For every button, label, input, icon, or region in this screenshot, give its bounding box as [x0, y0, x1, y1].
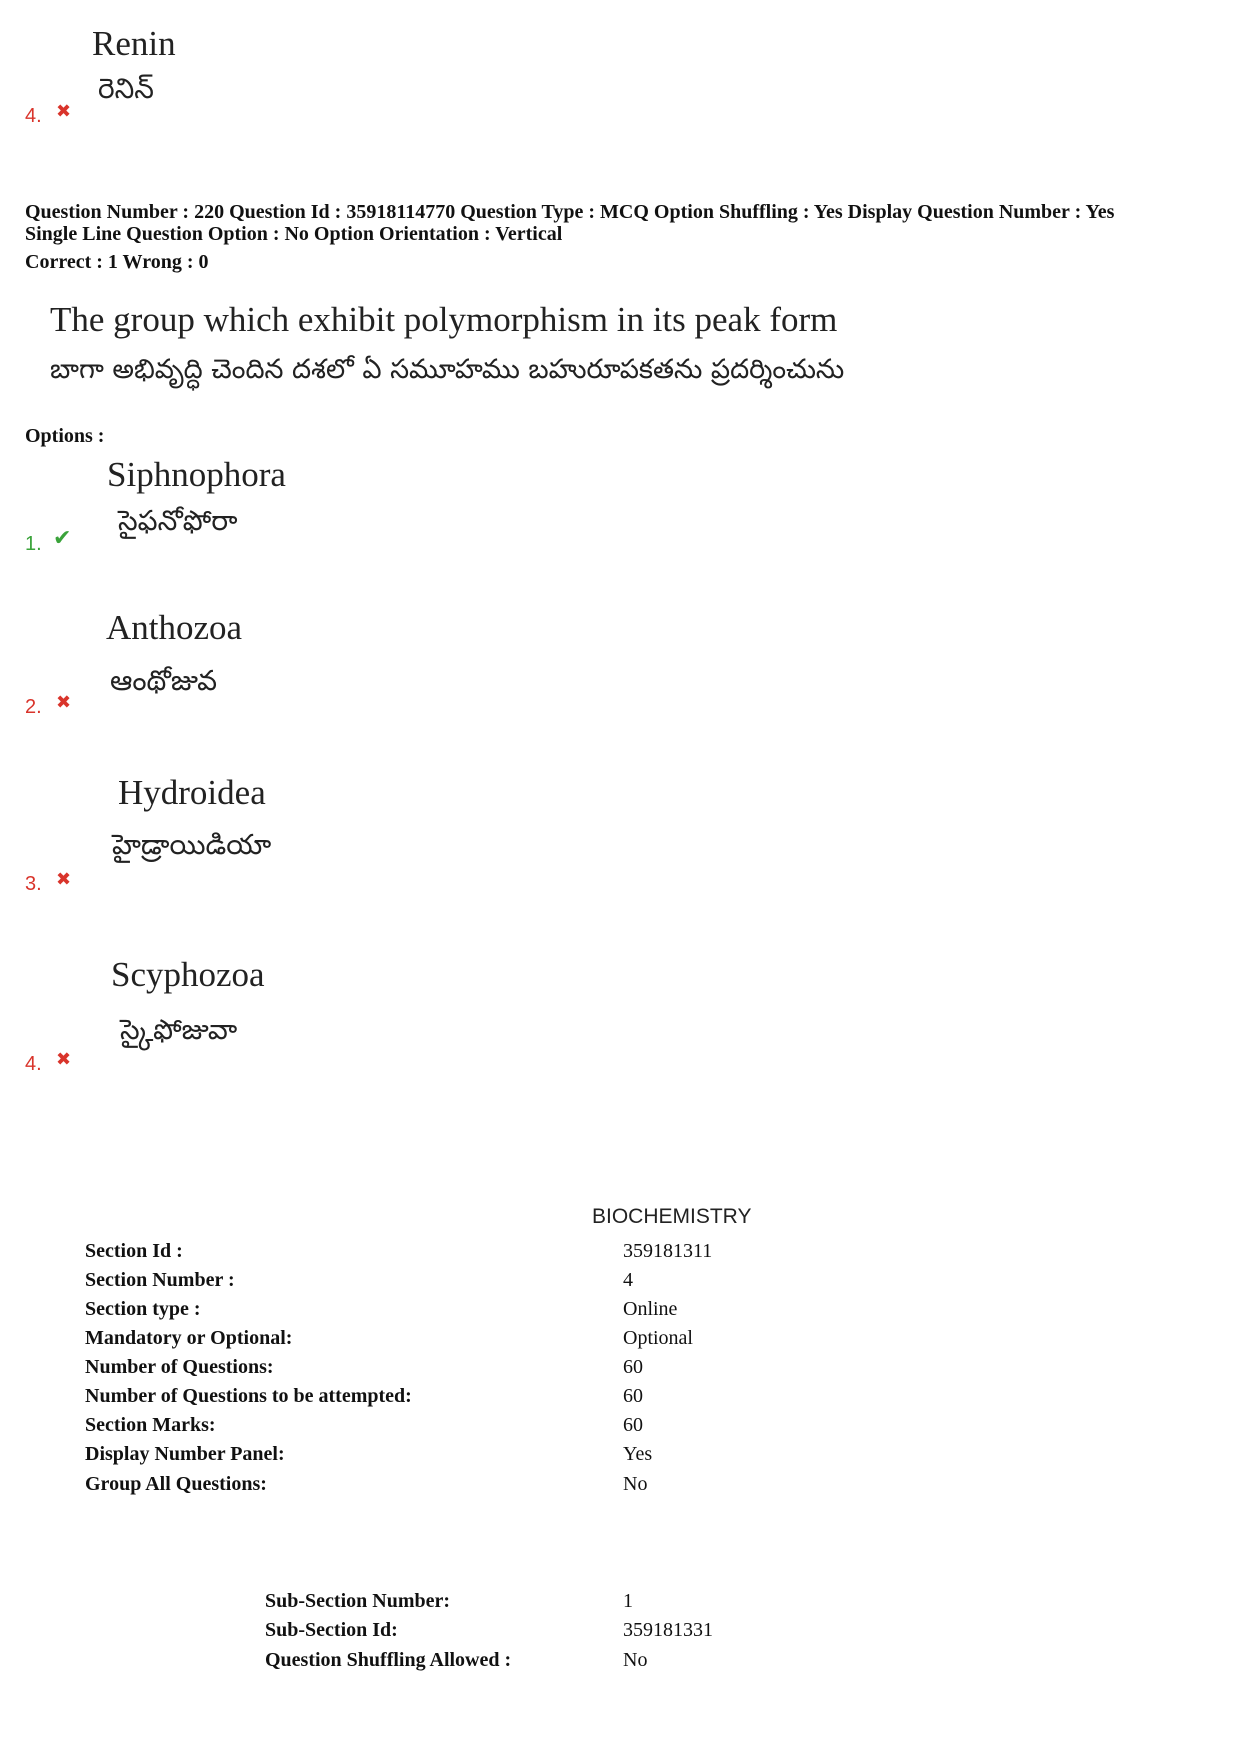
option-number: 2. [25, 696, 42, 718]
question-meta-line1: Question Number : 220 Question Id : 35918114770 Question Type : MCQ Option Shuffling : Yes Display Question Number : Yes [25, 201, 1115, 223]
prev-option-telugu: రెనిన్ [98, 72, 154, 105]
cross-icon: ✖ [56, 1049, 72, 1070]
option-number: 3. [25, 873, 42, 895]
cross-icon: ✖ [56, 869, 72, 890]
option-english: Hydroidea [118, 773, 266, 812]
option-english: Scyphozoa [111, 955, 265, 994]
question-meta-line2: Single Line Question Option : No Option Orientation : Vertical [25, 223, 563, 245]
subsection-row-label: Question Shuffling Allowed : [265, 1649, 512, 1671]
subsection-row-label: Sub-Section Id: [265, 1619, 398, 1641]
cross-icon: ✖ [56, 101, 72, 122]
section-row-label: Number of Questions to be attempted: [85, 1385, 412, 1407]
section-row-value: 359181311 [623, 1240, 713, 1262]
section-row-value: 60 [623, 1414, 643, 1436]
question-text-telugu: బాగా అభివృద్ధి చెందిన దశలో ఏ సమూహము బహురూపకతను ప్రదర్శించును [50, 354, 845, 385]
question-text-english: The group which exhibit polymorphism in its peak form [50, 300, 838, 339]
check-icon: ✔ [53, 526, 72, 551]
option-number: 4. [25, 1053, 42, 1075]
option-number: 1. [25, 533, 42, 555]
section-row-value: Online [623, 1298, 678, 1320]
prev-option-number: 4. [25, 105, 42, 127]
subsection-row-value: 359181331 [623, 1619, 713, 1641]
section-row-label: Section type : [85, 1298, 201, 1320]
cross-icon: ✖ [56, 692, 72, 713]
option-telugu: ఆంథోజువ [110, 664, 218, 697]
subsection-row-label: Sub-Section Number: [265, 1590, 451, 1612]
section-row-label: Display Number Panel: [85, 1443, 285, 1465]
options-label: Options : [25, 425, 105, 447]
section-row-value: 60 [623, 1356, 643, 1378]
option-telugu: స్కైఫోజువా [120, 1013, 238, 1046]
question-meta-line3: Correct : 1 Wrong : 0 [25, 251, 209, 273]
section-row-value: 60 [623, 1385, 643, 1407]
section-row-label: Section Marks: [85, 1414, 216, 1436]
section-row-value: Yes [623, 1443, 653, 1465]
subsection-row-value: No [623, 1649, 648, 1671]
section-row-label: Mandatory or Optional: [85, 1327, 293, 1349]
option-telugu: హైడ్రాయిడియా [112, 828, 272, 861]
section-row-value: No [623, 1473, 648, 1495]
section-row-label: Section Id : [85, 1240, 183, 1262]
section-title: BIOCHEMISTRY [592, 1205, 752, 1228]
option-telugu: సైఫనోఫోరా [118, 504, 238, 537]
section-row-value: 4 [623, 1269, 633, 1291]
option-english: Anthozoa [106, 608, 243, 647]
prev-option-english: Renin [92, 24, 176, 63]
section-row-label: Number of Questions: [85, 1356, 274, 1378]
section-row-label: Group All Questions: [85, 1473, 267, 1495]
option-english: Siphnophora [107, 455, 286, 494]
subsection-row-value: 1 [623, 1590, 633, 1612]
section-row-label: Section Number : [85, 1269, 235, 1291]
section-row-value: Optional [623, 1327, 693, 1349]
